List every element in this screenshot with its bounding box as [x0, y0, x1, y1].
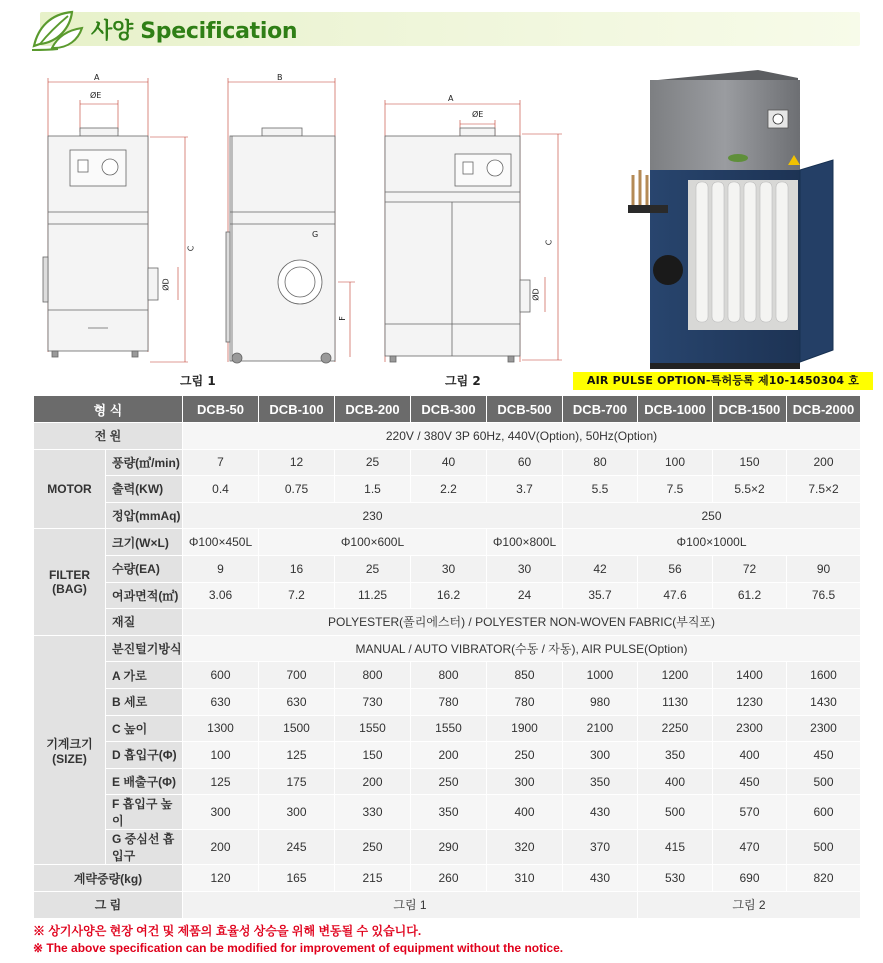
table-cell: 300 [183, 795, 259, 830]
dim-a-fig2: A [448, 94, 454, 103]
table-cell: 60 [487, 449, 563, 476]
figure-2-caption: 그림 2 [445, 374, 481, 388]
method-value: MANUAL / AUTO VIBRATOR(수동 / 자동), AIR PULSE(Option) [183, 635, 861, 662]
table-row-size-a [34, 662, 861, 689]
size-c-label: C 높이 [106, 715, 183, 742]
table-row-figure [34, 891, 861, 918]
table-cell: 90 [787, 555, 861, 582]
model-col: DCB-200 [335, 396, 411, 423]
method-label: 분진털기방식 [106, 635, 183, 662]
weight-label: 계략중량(kg) [34, 865, 183, 892]
table-cell: 35.7 [563, 582, 638, 609]
table-cell: 2250 [638, 715, 713, 742]
table-cell: 500 [787, 768, 861, 795]
table-cell: 3.7 [487, 476, 563, 503]
table-cell: 350 [638, 742, 713, 769]
power-value: 220V / 380V 3P 60Hz, 440V(Option), 50Hz(Option) [183, 423, 861, 450]
table-row-flow [34, 449, 861, 476]
model-col: DCB-1000 [638, 396, 713, 423]
table-row-filter-size [34, 529, 861, 556]
table-cell: 470 [713, 830, 787, 865]
table-cell: 980 [563, 688, 638, 715]
table-row-size-c [34, 715, 861, 742]
table-cell: 5.5×2 [713, 476, 787, 503]
table-cell: 630 [183, 688, 259, 715]
table-cell: 24 [487, 582, 563, 609]
table-cell: 100 [183, 742, 259, 769]
table-row-output [34, 476, 861, 503]
drawing-figure-1 [0, 62, 620, 392]
table-cell: 25 [335, 449, 411, 476]
table-cell: 0.4 [183, 476, 259, 503]
table-cell: 2300 [787, 715, 861, 742]
table-cell: 125 [183, 768, 259, 795]
filter-group-label [34, 529, 106, 635]
model-col: DCB-2000 [787, 396, 861, 423]
table-cell: 400 [638, 768, 713, 795]
dim-d-fig2: ØD [531, 288, 541, 301]
table-cell: 600 [787, 795, 861, 830]
model-header: 형 식 [34, 396, 183, 423]
table-cell: 600 [183, 662, 259, 689]
filter-size-a: Φ100×450L [183, 529, 259, 556]
table-cell: 450 [787, 742, 861, 769]
filter-group-line2: (BAG) [52, 582, 87, 597]
table-cell: 0.75 [259, 476, 335, 503]
table-cell: 7.5 [638, 476, 713, 503]
table-cell: 350 [563, 768, 638, 795]
model-col: DCB-1500 [713, 396, 787, 423]
table-cell: 200 [335, 768, 411, 795]
table-cell: 56 [638, 555, 713, 582]
table-cell: 7.2 [259, 582, 335, 609]
table-cell: 245 [259, 830, 335, 865]
table-cell: 5.5 [563, 476, 638, 503]
table-cell: 430 [563, 865, 638, 892]
table-cell: 200 [411, 742, 487, 769]
table-cell: 530 [638, 865, 713, 892]
model-col: DCB-300 [411, 396, 487, 423]
table-cell: 415 [638, 830, 713, 865]
dim-f-fig2: F [337, 316, 347, 321]
table-cell: 730 [335, 688, 411, 715]
filter-size-c: Φ100×800L [487, 529, 563, 556]
table-cell: 1400 [713, 662, 787, 689]
size-g-label: G 중심선 흡입구 [106, 830, 183, 865]
figure-1-caption: 그림 1 [180, 374, 216, 388]
model-col: DCB-700 [563, 396, 638, 423]
table-cell: 150 [335, 742, 411, 769]
leaf-icon [28, 6, 86, 52]
table-row-filter-area [34, 582, 861, 609]
air-pulse-patent-caption: AIR PULSE OPTION-특허등록 제10-1450304 호 [573, 372, 873, 390]
model-col: DCB-100 [259, 396, 335, 423]
table-cell: 40 [411, 449, 487, 476]
table-cell: 500 [787, 830, 861, 865]
table-cell: 250 [335, 830, 411, 865]
dim-c-fig2: C [544, 239, 554, 246]
spec-table [33, 395, 861, 919]
power-label: 전 원 [34, 423, 183, 450]
table-cell: 690 [713, 865, 787, 892]
table-cell: 1.5 [335, 476, 411, 503]
section-header [0, 0, 883, 62]
dim-b-fig2: B [277, 73, 283, 82]
size-group-label [34, 635, 106, 865]
table-cell: 61.2 [713, 582, 787, 609]
table-cell: 200 [183, 830, 259, 865]
table-cell: 125 [259, 742, 335, 769]
table-cell: 450 [713, 768, 787, 795]
table-row-filter-material [34, 609, 861, 636]
figure-value-a: 그림 1 [183, 891, 638, 918]
table-cell: 800 [335, 662, 411, 689]
dim-e-fig1: ØE [90, 91, 102, 100]
table-cell: 100 [638, 449, 713, 476]
output-label: 출력(KW) [106, 476, 183, 503]
dim-g-fig2: G [312, 230, 319, 239]
table-cell: 430 [563, 795, 638, 830]
table-cell: 76.5 [787, 582, 861, 609]
size-group-line1: 기계크기 [46, 736, 93, 751]
note-korean: ※ 상기사양은 현장 여건 및 제품의 효율성 상승을 위해 변동될 수 있습니다. [33, 924, 422, 938]
table-cell: 290 [411, 830, 487, 865]
table-cell: 2.2 [411, 476, 487, 503]
table-cell: 200 [787, 449, 861, 476]
figures-area [0, 62, 883, 392]
table-cell: 300 [487, 768, 563, 795]
filter-group-line1: FILTER [48, 568, 91, 583]
table-cell: 1230 [713, 688, 787, 715]
pressure-value-b: 250 [563, 502, 861, 529]
size-b-label: B 세로 [106, 688, 183, 715]
table-cell: 350 [411, 795, 487, 830]
motor-group-label: MOTOR [34, 449, 106, 529]
table-cell: 1600 [787, 662, 861, 689]
table-cell: 1550 [335, 715, 411, 742]
table-cell: 1900 [487, 715, 563, 742]
table-cell: 25 [335, 555, 411, 582]
table-header-row [34, 396, 861, 423]
table-cell: 630 [259, 688, 335, 715]
table-cell: 320 [487, 830, 563, 865]
filter-qty-label: 수량(EA) [106, 555, 183, 582]
table-cell: 12 [259, 449, 335, 476]
table-cell: 300 [563, 742, 638, 769]
table-cell: 800 [411, 662, 487, 689]
dust-collector-photo [628, 70, 843, 370]
dim-a-fig1: A [94, 73, 100, 82]
size-f-label: F 흡입구 높이 [106, 795, 183, 830]
size-a-label: A 가로 [106, 662, 183, 689]
table-cell: 700 [259, 662, 335, 689]
table-cell: 500 [638, 795, 713, 830]
table-row-size-e [34, 768, 861, 795]
table-cell: 11.25 [335, 582, 411, 609]
table-row-power [34, 423, 861, 450]
table-row-size-d [34, 742, 861, 769]
filter-material-label: 재질 [106, 609, 183, 636]
size-d-label: D 흡입구(Φ) [106, 742, 183, 769]
pressure-value-a: 230 [183, 502, 563, 529]
filter-area-label: 여과면적(㎡) [106, 582, 183, 609]
table-cell: 80 [563, 449, 638, 476]
flow-label: 풍량(㎥/min) [106, 449, 183, 476]
table-cell: 16.2 [411, 582, 487, 609]
table-cell: 215 [335, 865, 411, 892]
table-cell: 310 [487, 865, 563, 892]
table-cell: 42 [563, 555, 638, 582]
table-row-size-f [34, 795, 861, 830]
figure-value-b: 그림 2 [638, 891, 861, 918]
model-col: DCB-500 [487, 396, 563, 423]
table-cell: 165 [259, 865, 335, 892]
table-row-size-g [34, 830, 861, 865]
dim-c-fig1: C [186, 245, 196, 252]
table-row-size-b [34, 688, 861, 715]
table-cell: 850 [487, 662, 563, 689]
table-cell: 1130 [638, 688, 713, 715]
table-cell: 300 [259, 795, 335, 830]
table-row-method [34, 635, 861, 662]
table-cell: 400 [713, 742, 787, 769]
table-cell: 330 [335, 795, 411, 830]
size-e-label: E 배출구(Φ) [106, 768, 183, 795]
note-english: ※ The above specification can be modified for improvement of equipment without the notice. [33, 941, 564, 955]
model-col: DCB-50 [183, 396, 259, 423]
table-row-weight [34, 865, 861, 892]
table-cell: 1550 [411, 715, 487, 742]
table-cell: 7 [183, 449, 259, 476]
table-cell: 1200 [638, 662, 713, 689]
table-cell: 570 [713, 795, 787, 830]
table-cell: 72 [713, 555, 787, 582]
table-cell: 400 [487, 795, 563, 830]
table-cell: 260 [411, 865, 487, 892]
table-cell: 1500 [259, 715, 335, 742]
table-cell: 30 [411, 555, 487, 582]
table-cell: 47.6 [638, 582, 713, 609]
table-cell: 250 [487, 742, 563, 769]
table-cell: 3.06 [183, 582, 259, 609]
filter-size-b: Φ100×600L [259, 529, 487, 556]
table-cell: 780 [411, 688, 487, 715]
table-cell: 2300 [713, 715, 787, 742]
size-group-line2: (SIZE) [52, 751, 87, 766]
pressure-label: 정압(mmAq) [106, 502, 183, 529]
table-cell: 16 [259, 555, 335, 582]
table-cell: 175 [259, 768, 335, 795]
table-cell: 30 [487, 555, 563, 582]
table-cell: 370 [563, 830, 638, 865]
page-title: 사양 Specification [91, 19, 298, 44]
table-cell: 1300 [183, 715, 259, 742]
table-cell: 2100 [563, 715, 638, 742]
table-row-pressure [34, 502, 861, 529]
filter-material-value: POLYESTER(폴리에스터) / POLYESTER NON-WOVEN FABRIC(부직포) [183, 609, 861, 636]
table-cell: 1430 [787, 688, 861, 715]
figure-label: 그 림 [34, 891, 183, 918]
table-cell: 250 [411, 768, 487, 795]
table-row-filter-qty [34, 555, 861, 582]
filter-size-label: 크기(W×L) [106, 529, 183, 556]
dim-e-fig2: ØE [472, 110, 484, 119]
filter-size-d: Φ100×1000L [563, 529, 861, 556]
dim-d-fig1: ØD [161, 278, 171, 291]
table-cell: 9 [183, 555, 259, 582]
table-cell: 120 [183, 865, 259, 892]
table-cell: 7.5×2 [787, 476, 861, 503]
table-cell: 820 [787, 865, 861, 892]
table-cell: 1000 [563, 662, 638, 689]
table-cell: 150 [713, 449, 787, 476]
table-cell: 780 [487, 688, 563, 715]
